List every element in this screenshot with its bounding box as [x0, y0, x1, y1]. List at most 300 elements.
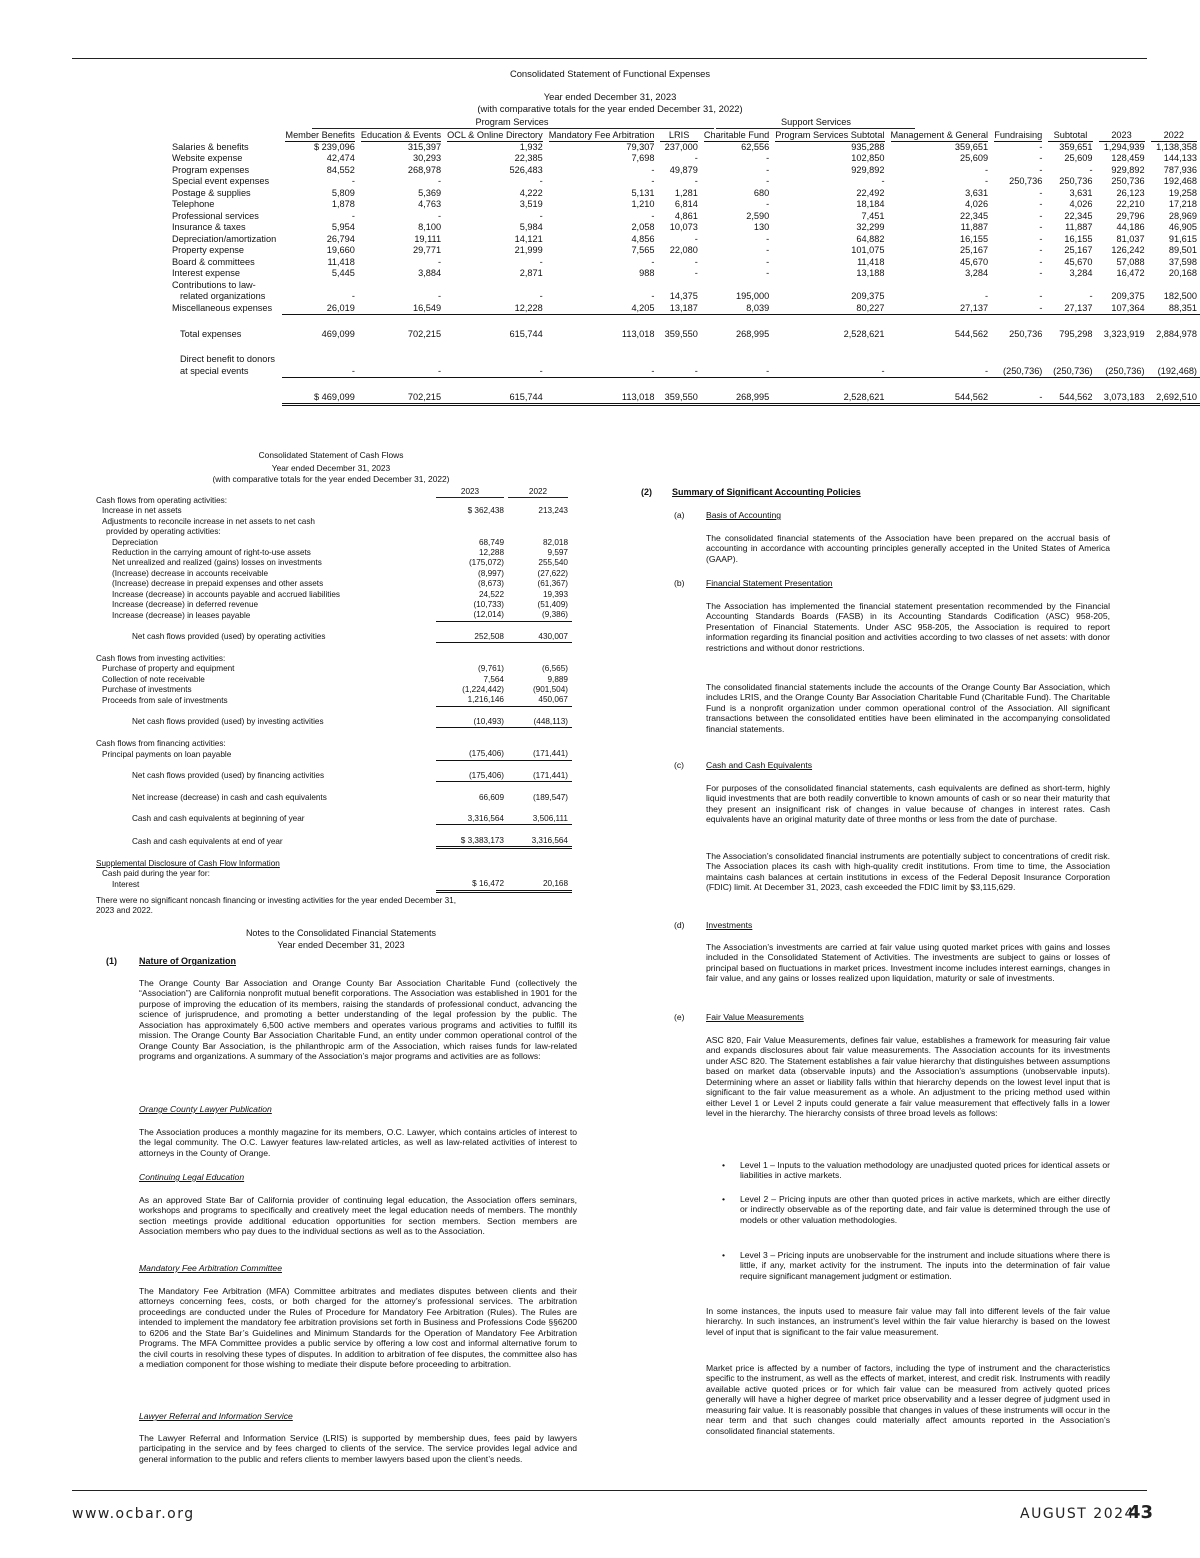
fe-row [172, 354, 1200, 366]
fe-cell: 16,472 [1116, 268, 1145, 279]
cf-row-label: Cash flows from operating activities: [96, 496, 228, 506]
fe-cell: - [539, 176, 543, 187]
cf-row [96, 579, 572, 589]
fe-cell: 26,019 [282, 303, 357, 315]
fe-cell: 16,155 [959, 233, 989, 244]
functional-expenses-table [172, 130, 1200, 406]
cf-cell: 450,067 [508, 695, 572, 706]
notes-period: Year ended December 31, 2023 [277, 940, 405, 950]
cf-row [96, 590, 572, 600]
cf-row-label: Increase (decrease) in accounts payable and accrued liabilities [112, 589, 341, 599]
top-rule [72, 58, 1147, 59]
fe-col-header: Education & Events [360, 130, 442, 140]
fe-row [172, 291, 1200, 303]
cf-row [96, 825, 572, 836]
cf-cell: 12,288 [478, 548, 504, 558]
fe-cell: 12,228 [444, 303, 546, 315]
fe-cell: 3,073,183 [1096, 392, 1148, 405]
cf-cell: 3,316,564 [508, 836, 572, 848]
fe-cell: 26,123 [1116, 187, 1145, 198]
fe-cell: - [1039, 233, 1043, 244]
fe-row [172, 211, 1200, 223]
fe-cell: 80,227 [772, 303, 887, 315]
cf-row [96, 496, 572, 506]
fe-cell: - [694, 233, 698, 244]
fe-row [172, 188, 1200, 200]
fe-cell: - [766, 245, 770, 256]
fe-col-header: Fundraising [994, 130, 1043, 140]
cf-row-label: Increase (decrease) in leases payable [112, 610, 251, 620]
fe-col-header: Mandatory Fee Arbitration [548, 130, 655, 140]
fe-cell: - [539, 291, 543, 302]
fe-cell: 45,670 [959, 256, 989, 267]
fe-col-header: Subtotal [1045, 130, 1095, 142]
fe-row [172, 257, 1200, 269]
fe-row [172, 392, 1200, 405]
fe-cell: - [651, 164, 655, 175]
fe-cell: - [351, 176, 355, 187]
fe-cell: 5,369 [418, 187, 442, 198]
note-a-number: (a) [674, 510, 685, 520]
fe-row-label: Board & committees [172, 256, 255, 267]
cf-row-label: Net cash flows provided (used) by investing activities [132, 717, 324, 727]
footer-issue-date: AUGUST 2024 [1020, 1506, 1135, 1522]
lris-paragraph: The Lawyer Referral and Information Service (LRIS) is supported by membership dues, fees paid by lawyers participating in the service and by fees charged to clients of the service. The service provides legal advice and general information to the public and refers clients to member lawyers based upon the client’s needs. [139, 1433, 577, 1464]
fe-cell: 22,080 [669, 245, 698, 256]
fe-col-header: 2023 [1096, 130, 1148, 142]
cf-row-label: Increase (decrease) in deferred revenue [112, 599, 259, 609]
cf-cell: (175,072) [468, 558, 504, 568]
cf-period: Year ended December 31, 2023 [271, 463, 391, 473]
cf-row-label: Depreciation [112, 537, 158, 547]
fe-cell: 13,187 [657, 303, 700, 315]
cf-row [96, 771, 572, 782]
cf-row-label: Interest [112, 880, 140, 890]
cf-cell [436, 859, 508, 869]
fe-cell: 45,670 [1064, 256, 1093, 267]
note-c-number: (c) [674, 760, 685, 770]
cf-cell: (9,761) [478, 664, 504, 674]
footer-website-link[interactable]: www.ocbar.org [72, 1506, 195, 1522]
cf-cell: (171,441) [508, 771, 572, 782]
fe-cell: 25,167 [1064, 245, 1093, 256]
fe-cell: 3,284 [965, 268, 989, 279]
fe-cell: 113,018 [546, 392, 658, 405]
cf-row [96, 695, 572, 706]
fe-cell: 8,100 [418, 222, 442, 233]
cf-cell: (1,224,442) [462, 685, 504, 695]
cf-row [96, 632, 572, 643]
mfa-paragraph: The Mandatory Fee Arbitration (MFA) Committee arbitrates and mediates disputes between clients and their attorneys concerning fees, costs, or both charged for the attorney’s professional services. The arbitration proceedings are conducted under the Rules of Procedure for Mandatory Fee Arbitration (Rules). The Rules are intended to implement the mandatory fee arbitration provisions set forth in Business and Professions Code §§6200 to 6206 and the State Bar’s Guidelines and Minimum Standards for the Operation of Mandatory Fee Arbitration Programs. The MFA Committee provides a public service by offering a low cost and informal alternative forum to the civil courts in resolving these types of disputes. In addition to arbitration of fee disputes, the committee also has a mediation component for those wishing to mediate their dispute before proceeding to arbitration. [139, 1286, 577, 1370]
fe-cell: - [772, 366, 887, 378]
fe-cell: 13,188 [856, 268, 885, 279]
fe-col-header: Management & General [890, 130, 989, 140]
cf-cell: (27,622) [537, 568, 568, 578]
fe-row [172, 176, 1200, 188]
fe-cell: 268,995 [736, 328, 770, 339]
fe-cell: 25,167 [959, 245, 989, 256]
fe-cell: 359,550 [664, 328, 698, 339]
fe-cell: 89,501 [1168, 245, 1197, 256]
fe-cell: 2,528,621 [772, 392, 887, 405]
fe-row [172, 268, 1200, 280]
fe-cell: 113,018 [621, 328, 655, 339]
fe-cell: (250,736) [1096, 366, 1148, 378]
cf-row [96, 728, 572, 739]
fe-cell: 315,397 [407, 141, 442, 152]
cf-cell: 82,018 [542, 537, 568, 547]
fe-row [172, 153, 1200, 165]
note-e-number: (e) [674, 1012, 685, 1022]
notes-title: Notes to the Consolidated Financial Statements [245, 928, 437, 938]
fe-cell: 4,026 [965, 199, 989, 210]
cf-cell: 66,609 [478, 792, 504, 802]
fe-cell: 6,814 [674, 199, 698, 210]
fe-row [172, 199, 1200, 211]
fe-cell [444, 280, 546, 292]
fe-row-label: at special events [180, 365, 249, 376]
cf-row-label: provided by operating activities: [106, 527, 221, 537]
level-2-item: Level 2 – Pricing inputs are other than quoted prices in active markets, which are either directly or indirectly observable as of the reporting date, and fair value is determined through the use of models or other valuation methodologies. [740, 1194, 1110, 1225]
cf-row-label: Collection of note receivable [102, 674, 205, 684]
cf-cell: 430,007 [508, 632, 572, 643]
fe-cell: 795,298 [1059, 328, 1093, 339]
cf-cell: (61,367) [537, 579, 568, 589]
fe-cell: 192,468 [1163, 176, 1197, 187]
cf-row-label: Purchase of property and equipment [102, 664, 235, 674]
fe-cell: - [546, 366, 658, 378]
cf-cell: (12,014) [436, 610, 508, 621]
fe-cell: 250,736 [1111, 176, 1145, 187]
cf-row-label: Net cash flows provided (used) by financing activities [132, 771, 325, 781]
cf-row [96, 654, 572, 664]
fe-col-header: Charitable Fund [703, 130, 770, 140]
fe-cell: 128,459 [1111, 153, 1145, 164]
level-1-item: Level 1 – Inputs to the valuation methodology are unadjusted quoted prices for identical assets or liabilities in active markets. [740, 1160, 1110, 1181]
fe-row-label: Depreciation/amortization [172, 233, 277, 244]
fe-cell: 3,631 [1069, 187, 1093, 198]
fe-cell: 250,736 [1009, 328, 1043, 339]
fe-cell: - [694, 268, 698, 279]
fe-row [172, 280, 1200, 292]
fe-cell [1096, 354, 1148, 366]
note-b-number: (b) [674, 578, 685, 588]
fe-cell: 88,351 [1148, 303, 1200, 315]
cf-cell [436, 739, 508, 749]
fe-cell [701, 280, 772, 292]
fe-cell: 1,210 [631, 199, 655, 210]
fe-cell [888, 280, 992, 292]
cf-cell: 68,749 [478, 537, 504, 547]
fe-row-label: Interest expense [172, 268, 240, 279]
note-c-heading: Cash and Cash Equivalents [706, 760, 813, 770]
fe-cell: 29,796 [1116, 210, 1145, 221]
fe-cell: 22,345 [959, 210, 989, 221]
fe-cell: 544,562 [888, 392, 992, 405]
footer-rule [72, 1490, 1147, 1491]
note-a-heading: Basis of Accounting [706, 510, 782, 520]
cf-row-label: Net unrealized and realized (gains) losses on investments [112, 558, 322, 568]
note-2-title: Summary of Significant Accounting Policies [672, 487, 861, 497]
fe-cell: - [985, 291, 989, 302]
cf-row [96, 685, 572, 695]
fe-cell: 102,850 [851, 153, 885, 164]
fe-cell [358, 354, 444, 366]
fe-cell: 4,205 [546, 303, 658, 315]
cf-row [96, 664, 572, 674]
note-2-number: (2) [641, 487, 652, 497]
ocl-heading: Orange County Lawyer Publication [139, 1104, 272, 1114]
fe-cell: 16,549 [358, 303, 444, 315]
fe-cell: 26,794 [326, 233, 355, 244]
cash-flows-table [96, 496, 572, 893]
fe-cell: 929,892 [1111, 164, 1145, 175]
fe-cell: 935,288 [851, 141, 885, 152]
fe-cell: 57,088 [1116, 256, 1145, 267]
fe-cell: 22,492 [856, 187, 885, 198]
note-e-paragraph-3: Market price is affected by a number of factors, including the type of instrument and the characteristics specific to the instrument, as well as the effects of market, interest, and credit risk. Instruments with readily available active quoted prices or for which fair value can be measured from actively quoted prices generally will have a higher degree of market price observability and a lesser degree of judgment used in measuring fair value. It is reasonably possible that changes in values of these instruments will occur in the near term and that such changes could materially affect amounts reported in the Association’s consolidated financial statements. [706, 1363, 1110, 1436]
fe-cell: 25,609 [959, 153, 989, 164]
ocl-paragraph: The Association produces a monthly magazine for its members, O.C. Lawyer, which contains articles of interest to the legal community. The O.C. Lawyer features law-related articles, as well as law-related activities of interest to attorneys in the County of Orange. [139, 1127, 577, 1158]
fe-cell: - [651, 291, 655, 302]
fe-cell [701, 354, 772, 366]
fe-row-label: Professional services [172, 210, 259, 221]
fe-row [172, 142, 1200, 154]
cf-cell: 3,506,111 [508, 814, 572, 825]
cf-row [96, 848, 572, 859]
fe-cell: 237,000 [664, 141, 698, 152]
fe-cell: 5,809 [331, 187, 355, 198]
fe-cell: 2,058 [631, 222, 655, 233]
fe-cell: 22,210 [1116, 199, 1145, 210]
cf-row-label: Adjustments to reconcile increase in net assets to net cash [102, 516, 315, 526]
fe-period: Year ended December 31, 2023 [543, 91, 677, 102]
fe-cell: - [1039, 268, 1043, 279]
cf-row [96, 538, 572, 548]
fe-cell: - [1039, 153, 1043, 164]
fe-cell: - [1089, 164, 1093, 175]
cf-row-label: Cash and cash equivalents at beginning of year [132, 814, 305, 824]
note-c-paragraph-2: The Association’s consolidated financial instruments are potentially subject to concentrations of credit risk. The Association places its cash with high-quality credit institutions. From time to time, the Association maintains cash balances at certain institutions in excess of the Federal Deposit Insurance Corporation (FDIC) limit. At December 31, 2023, cash exceeded the FDIC limit by $3,115,629. [706, 851, 1110, 893]
cf-row [96, 517, 572, 527]
fe-row-label: Website expense [172, 153, 243, 164]
fe-cell: - [351, 210, 355, 221]
fe-group-support: Support Services [781, 117, 851, 127]
cf-row [96, 879, 572, 891]
cf-cell [436, 496, 508, 506]
fe-cell: 1,138,358 [1156, 141, 1197, 152]
fe-cell: 25,609 [1064, 153, 1093, 164]
cf-row [96, 869, 572, 879]
cf-cell: (10,733) [473, 599, 504, 609]
fe-cell: $ 239,096 [314, 141, 355, 152]
cf-cell: 3,316,564 [436, 814, 508, 825]
fe-cell: 988 [639, 268, 655, 279]
cf-cell [508, 859, 572, 869]
fe-cell: 1,878 [331, 199, 355, 210]
fe-cell [546, 354, 658, 366]
fe-cell: - [1089, 291, 1093, 302]
fe-row [172, 366, 1200, 378]
cf-cell: (189,547) [532, 792, 568, 802]
cf-cell [436, 517, 508, 527]
cf-cell: $ 362,438 [467, 506, 504, 516]
cf-cell: (6,565) [542, 664, 568, 674]
fe-row-label: Total expenses [180, 328, 242, 339]
cf-cell [508, 654, 572, 664]
fe-row-label: related organizations [180, 291, 266, 302]
fe-cell: 20,168 [1168, 268, 1197, 279]
cf-cell: 1,216,146 [436, 695, 508, 706]
cf-cell: 213,243 [538, 506, 568, 516]
cf-title: Consolidated Statement of Cash Flows [258, 450, 404, 460]
fe-cell: - [991, 392, 1045, 405]
fe-cell [991, 280, 1045, 292]
fe-cell: 4,856 [631, 233, 655, 244]
cf-col-2023: 2023 [460, 487, 480, 496]
fe-cell: 21,999 [514, 245, 543, 256]
fe-cell [772, 280, 887, 292]
cf-row [96, 610, 572, 621]
fe-cell: 19,111 [414, 233, 442, 244]
fe-cell: 929,892 [851, 164, 885, 175]
cf-row [96, 814, 572, 825]
cle-paragraph: As an approved State Bar of California provider of continuing legal education, the Association offers seminars, workshops and programs to specifically and creatively meet the legal education needs of members. The monthly section meetings provide additional education opportunities for section members. Section members are Association members who pay dues to the individual sections as well as to the Association. [139, 1195, 577, 1237]
cf-row [96, 760, 572, 771]
fe-cell: 7,698 [631, 153, 655, 164]
fe-cell: $ 469,099 [282, 392, 357, 405]
cf-row-label: Supplemental Disclosure of Cash Flow Information [96, 858, 280, 868]
footer-page-number: 43 [1128, 1502, 1154, 1523]
cf-row-label: Net cash flows provided (used) by operating activities [132, 632, 326, 642]
fe-row-label: Program expenses [172, 164, 250, 175]
cf-cell: 7,564 [483, 674, 504, 684]
bullet-icon: • [722, 1250, 726, 1260]
cf-row [96, 600, 572, 610]
fe-cell: 7,565 [631, 245, 655, 256]
fe-cell [772, 354, 887, 366]
cf-row [96, 675, 572, 685]
fe-cell: 18,184 [856, 199, 885, 210]
fe-cell: - [766, 199, 770, 210]
fe-col-header: Member Benefits [285, 130, 355, 140]
cf-row [96, 749, 572, 760]
cf-cell [436, 527, 508, 537]
cf-cell: (8,997) [478, 568, 504, 578]
cf-cell: (448,113) [508, 717, 572, 728]
fe-cell: 544,562 [1045, 392, 1095, 405]
fe-cell: 44,186 [1116, 222, 1145, 233]
fe-cell: - [539, 210, 543, 221]
fe-cell: - [651, 256, 655, 267]
cf-row [96, 506, 572, 516]
fe-cell: 2,692,510 [1148, 392, 1200, 405]
mfa-heading: Mandatory Fee Arbitration Committee [139, 1263, 282, 1273]
fe-row-label [172, 392, 282, 405]
fe-cell: 2,884,978 [1156, 328, 1197, 339]
fe-cell: - [694, 153, 698, 164]
fe-row [172, 303, 1200, 315]
fe-cell: 30,293 [412, 153, 442, 164]
fe-cell: 42,474 [326, 153, 355, 164]
fe-comparative: (with comparative totals for the year ended December 31, 2022) [477, 103, 743, 114]
fe-row [172, 329, 1200, 341]
fe-cell: 3,284 [1069, 268, 1093, 279]
fe-cell [282, 280, 357, 292]
fe-cell: (250,736) [1045, 366, 1095, 378]
cf-row-label: Cash paid during the year for: [102, 869, 210, 879]
fe-cell: 615,744 [509, 328, 543, 339]
fe-col-header: LRIS [657, 130, 700, 142]
cf-row [96, 706, 572, 717]
note-1-paragraph: The Orange County Bar Association and Orange County Bar Association Charitable Fund (collectively the “Association”) are California nonprofit mutual benefit corporations. The Association was established in 1901 for the purpose of improving the education of its members, raising the standards of professional conduct, advancing the science of jurisprudence, and promoting a better understanding of the legal profession by the public. The Association has approximately 6,500 active members and operates various programs and activities to fulfill its mission. The Orange County Bar Association Charitable Fund, an entity under common operational control of the Orange County Bar Association, is the philanthropic arm of the Association, which raises funds for law-related programs and organizations. A summary of the Association’s major programs and activities are as follows: [139, 978, 577, 1062]
cf-row [96, 558, 572, 568]
note-d-paragraph: The Association’s investments are carried at fair value using quoted market prices with gains and losses included in the Consolidated Statement of Activities. The investments are subject to gains or losses of principal based on fluctuations in market prices. Investment income includes interest earnings, changes in fair value, and any gains or losses realized upon liquidation, maturity or sale of investments. [706, 942, 1110, 984]
fe-cell: - [358, 366, 444, 378]
fe-cell: 702,215 [407, 328, 442, 339]
fe-cell: 702,215 [358, 392, 444, 405]
note-e-paragraph-1: ASC 820, Fair Value Measurements, defines fair value, establishes a framework for measuring fair value and expands disclosures about fair value measurements. The Association accounts for its investments under ASC 820. The Statement establishes a fair value hierarchy that distinguishes between assumptions based on market data (observable inputs) and the Association’s assumptions (unobservable inputs). Determining where an asset or liability falls within that hierarchy depends on the lowest level input that is significant to the fair value measurement as a whole. An adjustment to the pricing method used within either Level 1 or Level 2 inputs could generate a fair value measurement that effectively falls in a lower level in the hierarchy. The hierarchy consists of three broad levels as follows: [706, 1035, 1110, 1119]
cf-cell [508, 869, 572, 879]
note-e-heading: Fair Value Measurements [706, 1012, 804, 1022]
fe-cell: - [1039, 222, 1043, 233]
fe-cell [282, 354, 357, 366]
fe-group-support-rule [716, 128, 915, 129]
fe-cell: - [991, 303, 1045, 315]
fe-cell: (250,736) [991, 366, 1045, 378]
cf-cell [508, 517, 572, 527]
fe-cell: 615,744 [444, 392, 546, 405]
fe-cell: 4,222 [519, 187, 543, 198]
cf-cell [508, 496, 572, 506]
fe-cell: - [766, 268, 770, 279]
cf-cell: 20,168 [508, 879, 572, 891]
cf-cell: (901,504) [532, 685, 568, 695]
cf-cell: 24,522 [478, 589, 504, 599]
fe-cell: 16,155 [1064, 233, 1093, 244]
note-c-paragraph-1: For purposes of the consolidated financial statements, cash equivalents are defined as short-term, highly liquid investments that are both readily convertible to known amounts of cash or so near their maturity that they present an insignificant risk of changes in value because of changes in interest rates. Cash equivalents have an original maturity date of three months or less from the date of purchase. [706, 783, 1110, 825]
fe-cell: 359,651 [1059, 141, 1093, 152]
fe-cell: 19,258 [1168, 187, 1197, 198]
cf-cell [508, 527, 572, 537]
bullet-icon: • [722, 1160, 726, 1170]
fe-cell: 11,418 [857, 256, 885, 267]
fe-cell [657, 354, 700, 366]
cf-row [96, 782, 572, 793]
cf-row-label: Proceeds from sale of investments [102, 695, 228, 705]
note-d-heading: Investments [706, 920, 753, 930]
cf-row-label: Cash flows from financing activities: [96, 738, 226, 748]
cf-row [96, 739, 572, 749]
cf-row [96, 793, 572, 803]
fe-cell: 14,375 [669, 291, 698, 302]
cf-row [96, 548, 572, 558]
fe-cell: - [651, 176, 655, 187]
cf-row-label: Increase in net assets [102, 506, 182, 516]
fe-cell: - [1039, 164, 1043, 175]
fe-cell: - [1039, 256, 1043, 267]
fe-cell: - [766, 176, 770, 187]
fe-cell: 250,736 [1059, 176, 1093, 187]
fe-cell: - [694, 176, 698, 187]
fe-cell: - [1039, 141, 1043, 152]
fe-cell: 5,984 [519, 222, 543, 233]
cf-row [96, 569, 572, 579]
cf-cell: $ 16,472 [436, 879, 508, 891]
fe-row-label: Contributions to law- [172, 279, 256, 290]
fe-cell: 62,556 [741, 141, 770, 152]
cf-row [96, 717, 572, 728]
